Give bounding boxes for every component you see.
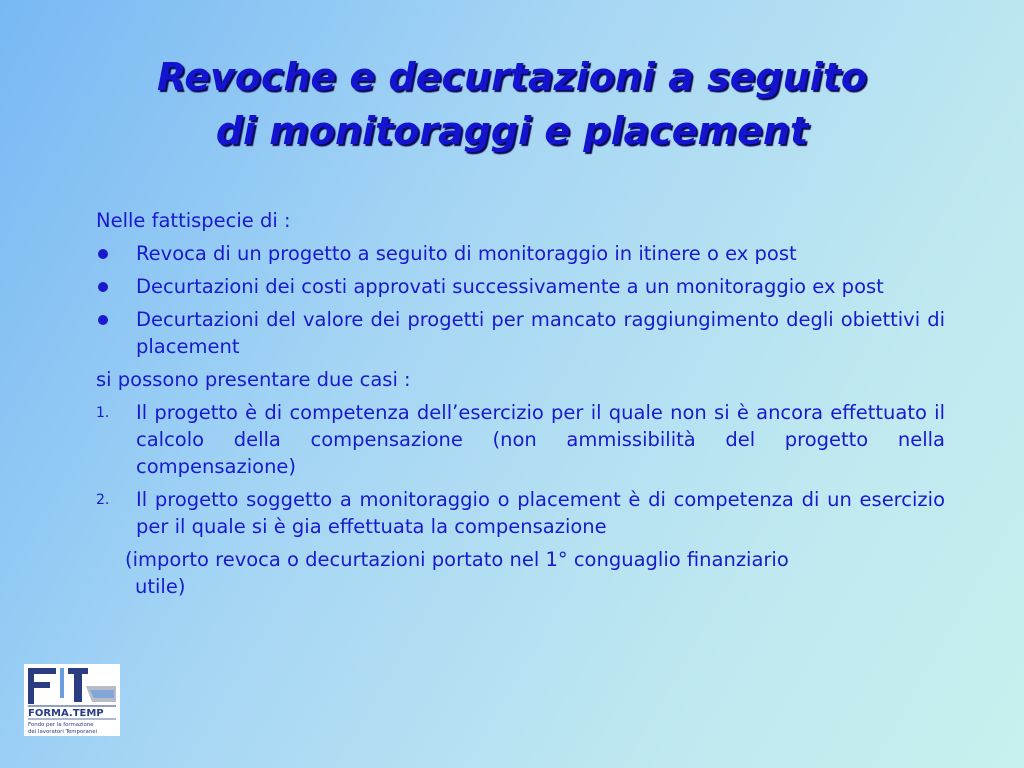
note-line-2: utile)	[135, 575, 186, 598]
formatemp-logo-mark	[24, 664, 120, 736]
note-text	[96, 546, 945, 600]
bullet-dot-icon	[98, 282, 108, 292]
bullet-text: Revoca di un progetto a seguito di monitoraggio in itinere o ex post	[136, 242, 797, 265]
logo-subtitle-line-2: dei lavoratori Temporanei	[28, 729, 98, 735]
item-number: 2.	[96, 492, 110, 508]
note-line-1: (importo revoca o decurtazioni portato nel 1° conguaglio finanziario	[125, 548, 789, 571]
slide-title-line-1: Revoche e decurtazioni a seguito	[156, 55, 868, 99]
slide-title	[70, 50, 954, 158]
item-number: 1.	[96, 405, 110, 421]
logo-subtitle-line-1: Fondo per la formazione	[28, 722, 94, 728]
bullet-text: Decurtazioni del valore dei progetti per mancato raggiungimento degli obiettivi di placement	[136, 308, 945, 358]
intro-text: Nelle fattispecie di :	[96, 209, 291, 232]
slide-body	[96, 207, 945, 600]
numbered-item	[96, 486, 945, 540]
cases-intro-text: si possono presentare due casi :	[96, 368, 411, 391]
numbered-item-text: Il progetto soggetto a monitoraggio o placement è di competenza di un esercizio per il quale si è gia effettuata la compensazione	[136, 488, 945, 538]
formatemp-logo	[24, 664, 120, 736]
logo-brand-text: FORMA.TEMP	[28, 708, 104, 719]
bullet-dot-icon	[98, 315, 108, 325]
bullet-item	[96, 240, 945, 267]
bullet-item	[96, 306, 945, 360]
numbered-item	[96, 399, 945, 480]
bullet-dot-icon	[98, 249, 108, 259]
bullet-text: Decurtazioni dei costi approvati successivamente a un monitoraggio ex post	[136, 275, 884, 298]
slide-title-line-2: di monitoraggi e placement	[215, 109, 809, 153]
numbered-item-text: Il progetto è di competenza dell’esercizio per il quale non si è ancora effettuato il calcolo della compensazione (non ammissibilità del progetto nella compensazione)	[136, 401, 945, 478]
bullet-item	[96, 273, 945, 300]
